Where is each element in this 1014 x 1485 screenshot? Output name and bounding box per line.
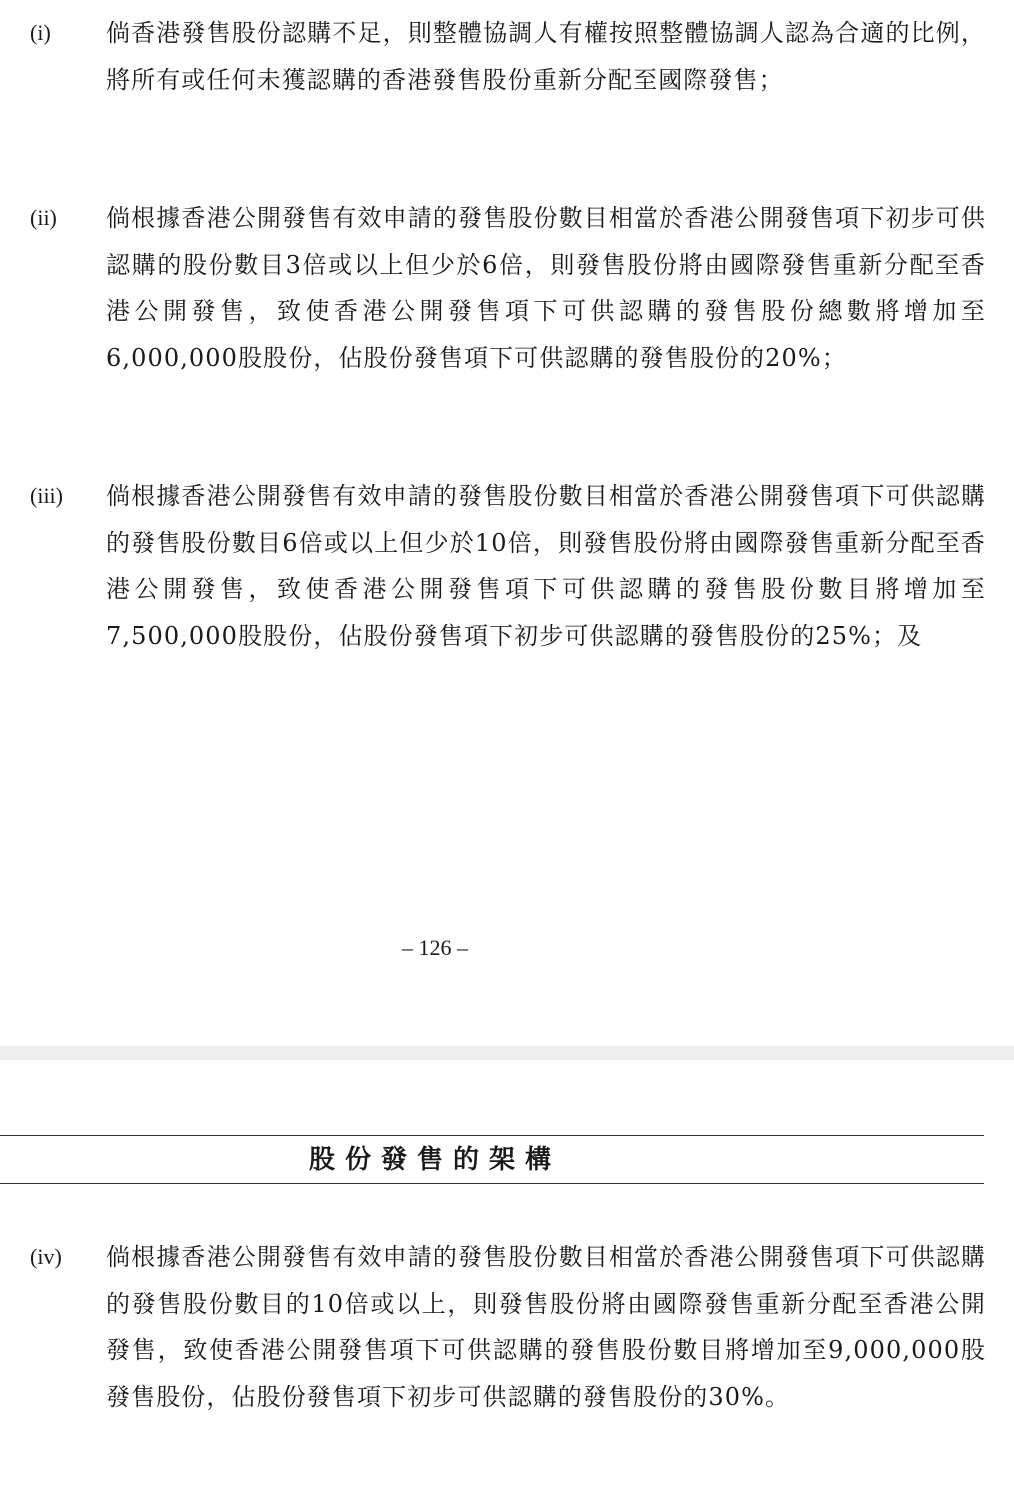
item-text: 倘根據香港公開發售有效申請的發售股份數目相當於香港公開發售項下可供認購的發售股份數目6倍或以上但少於10倍，則發售股份將由國際發售重新分配至香港公開發售，致使香港公開發售項下可供認購的發售股份數目將增加至7,500,000股股份，佔股份發售項下初步可供認購的發售股份的25%；及	[106, 482, 986, 650]
header-rule-top	[0, 1135, 984, 1136]
section-title: 股份發售的架構	[308, 1145, 561, 1175]
item-text: 倘根據香港公開發售有效申請的發售股份數目相當於香港公開發售項下可供認購的發售股份數目的10倍或以上，則發售股份將由國際發售重新分配至香港公開發售，致使香港公開發售項下可供認購的發售股份數目將增加至9,000,000股發售股份，佔股份發售項下初步可供認購的發售股份的30%。	[106, 1243, 986, 1411]
header-rule-bottom	[0, 1183, 984, 1184]
item-marker: (ii)	[30, 205, 57, 230]
document-page-lower	[0, 1060, 1014, 1485]
item-text: 倘根據香港公開發售有效申請的發售股份數目相當於香港公開發售項下初步可供認購的股份數目3倍或以上但少於6倍，則發售股份將由國際發售重新分配至香港公開發售，致使香港公開發售項下可供認購的發售股份總數將增加至6,000,000股股份，佔股份發售項下可供認購的發售股份的20%；	[106, 204, 986, 372]
page-separator	[0, 1046, 1014, 1060]
page-number: – 126 –	[402, 935, 468, 960]
item-marker: (iv)	[30, 1244, 62, 1269]
item-marker: (i)	[30, 20, 51, 45]
item-marker: (iii)	[30, 483, 63, 508]
item-text: 倘香港發售股份認購不足，則整體協調人有權按照整體協調人認為合適的比例，將所有或任何未獲認購的香港發售股份重新分配至國際發售；	[106, 19, 986, 94]
